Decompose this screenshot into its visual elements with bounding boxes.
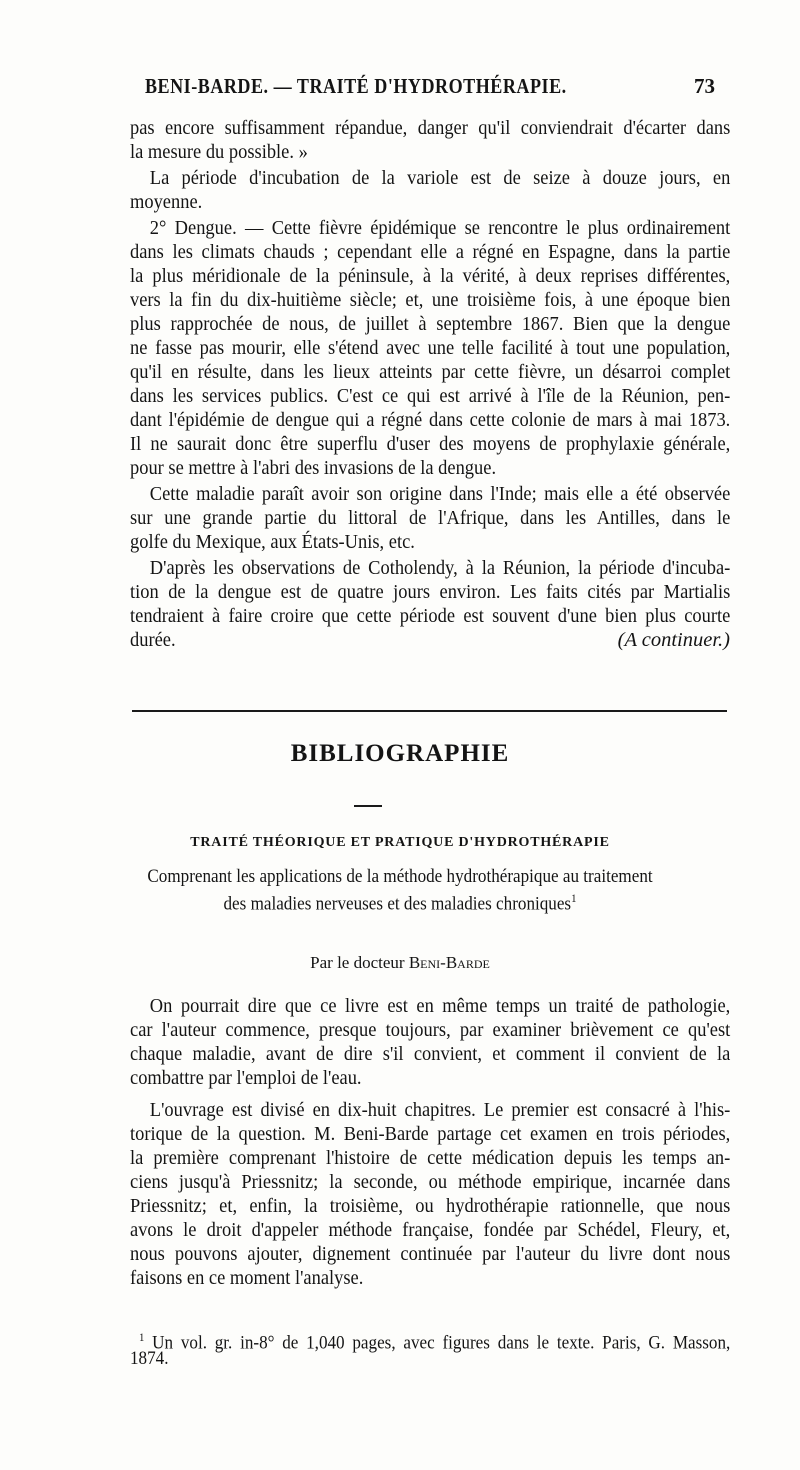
page-header [145,74,715,104]
article-line: ne fasse pas mourir, elle s'étend avec une telle facilité à tout une population, [130,337,731,359]
article-line: durée. [130,629,176,651]
review-line: chaque maladie, avant de dire s'il convient, et comment il convient de la [130,1043,731,1065]
article-line: tendraient à faire croire que cette période est souvent d'une bien plus courte [130,605,731,627]
article-line: La période d'incubation de la variole est de seize à douze jours, en [149,167,731,189]
article-line: tion de la dengue est de quatre jours environ. Les faits cités par Martialis [130,581,731,603]
article-line: D'après les observations de Cotholendy, à la Réunion, la période d'incuba- [149,557,731,579]
review-line: nous pouvons ajouter, dignement continuée par l'auteur du livre dont nous [130,1243,731,1265]
footnote-ref: 1 [571,891,577,905]
review-line: L'ouvrage est divisé en dix-huit chapitres. Le premier est consacré à l'his- [149,1099,731,1121]
page-number: 73 [694,74,715,98]
book-author [0,953,800,973]
article-line: dant l'épidémie de dengue qui a régné dans cette colonie de mars à mai 1873. [130,409,731,431]
bibliography-heading: BIBLIOGRAPHIE [290,740,510,767]
article-line: Cette maladie paraît avoir son origine dans l'Inde; mais elle a été observée [149,483,731,505]
article-line: moyenne. [130,191,203,213]
article-line: sur une grande partie du littoral de l'Afrique, dans les Antilles, dans le [130,507,731,529]
review-line: combattre par l'emploi de l'eau. [130,1067,362,1089]
footnote-line-2: 1874. [130,1348,169,1369]
review-line: car l'auteur commence, presque toujours, par examiner brièvement ce qu'est [130,1019,731,1041]
article-line: qu'il en résulte, dans les lieux atteints par cette fièvre, un désarroi complet [130,361,731,383]
article-line: la plus méridionale de la péninsule, à la vérité, à deux reprises différentes, [130,265,731,287]
book-subtitle-text: des maladies nerveuses et des maladies chroniques [223,893,572,915]
book-subtitle-line-1: Comprenant les applications de la méthode hydrothérapique au traitement [147,866,653,887]
review-line: ciens jusqu'à Priessnitz; la seconde, ou méthode empirique, incarnée dans [130,1171,731,1193]
review-line: faisons en ce moment l'analyse. [130,1267,364,1289]
article-line: vers la fin du dix-huitième siècle; et, une troisième fois, à une époque bien [130,289,731,311]
article-line: pas encore suffisamment répandue, danger qu'il conviendrait d'écarter dans [130,117,731,139]
article-line: la mesure du possible. » [130,141,308,163]
article-line-dengue: 2° Dengue. — Cette fièvre épidémique se rencontre le plus ordinairement [149,217,731,239]
article-line: golfe du Mexique, aux États-Unis, etc. [130,531,415,553]
article-line: dans les services publics. C'est ce qui est arrivé à l'île de la Réunion, pen- [130,385,731,407]
article-line: Il ne saurait donc être superflu d'user des moyens de prophylaxie générale, [130,433,731,455]
author-prefix: Par le docteur [310,953,405,972]
running-head: BENI-BARDE. — TRAITÉ D'HYDROTHÉRAPIE. [145,74,567,98]
book-subtitle-line-2 [40,891,760,915]
review-line: avons le droit d'appeler méthode française, fondée par Schédel, Fleury, et, [130,1219,731,1241]
continue-label: (A continuer.) [617,629,730,651]
section-rule [132,710,727,712]
footnote-marker: 1 [139,1330,145,1344]
article-line: plus rapprochée de nous, de juillet à septembre 1867. Bien que la dengue [130,313,731,335]
review-line: On pourrait dire que ce livre est en même temps un traité de pathologie, [149,995,731,1017]
book-title: TRAITÉ THÉORIQUE ET PRATIQUE D'HYDROTHÉRAPIE [190,835,610,850]
review-line: la première comprenant l'histoire de cette médication depuis les temps an- [130,1147,731,1169]
review-line: Priessnitz; et, enfin, la troisième, ou hydrothérapie rationnelle, que nous [130,1195,731,1217]
heading-dash [354,805,382,807]
article-line: pour se mettre à l'abri des invasions de la dengue. [130,457,497,479]
author-name: Beni-Barde [408,953,490,972]
article-line: dans les climats chauds ; cependant elle a régné en Espagne, dans la partie [130,241,731,263]
footnote-text: Un vol. gr. in-8° de 1,040 pages, avec figures dans le texte. Paris, G. Masson, [152,1332,731,1354]
review-line: torique de la question. M. Beni-Barde partage cet examen en trois périodes, [130,1123,731,1145]
